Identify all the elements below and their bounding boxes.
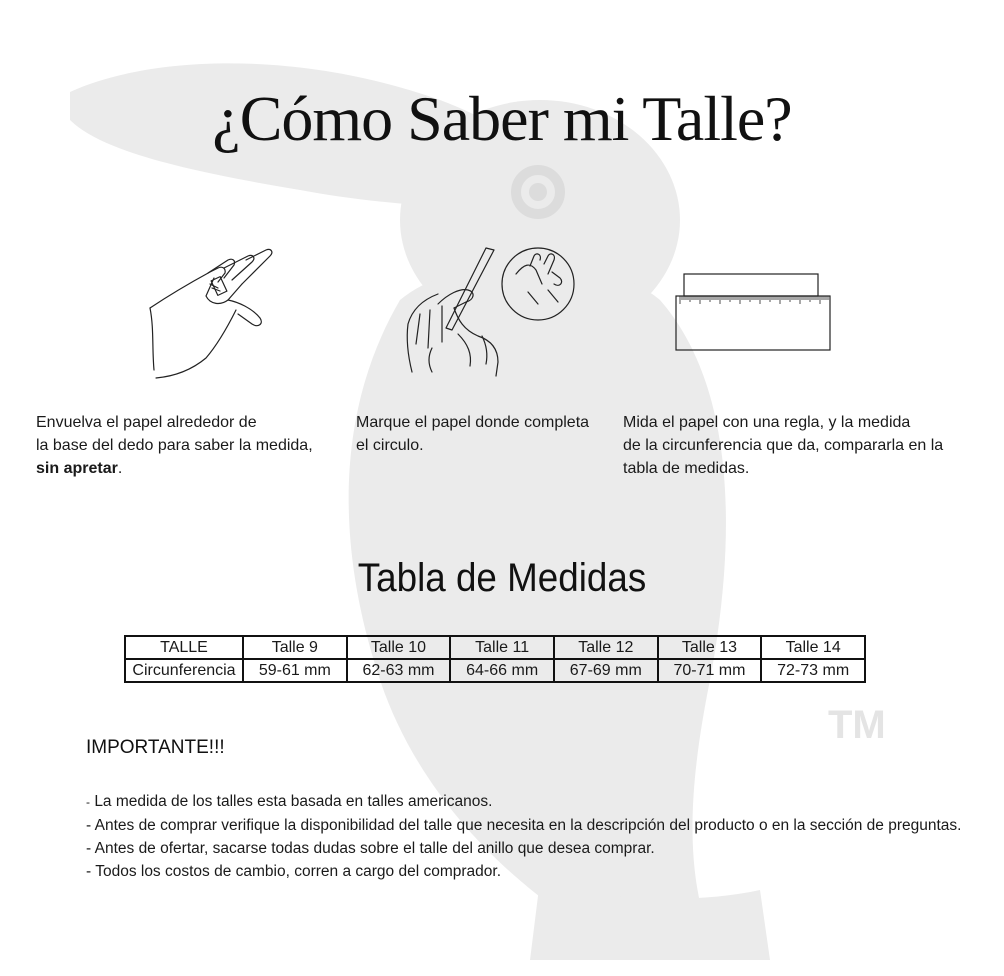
hands-marking-icon (398, 244, 588, 380)
ruler-icon (674, 272, 834, 354)
size-table-header-row (125, 636, 865, 659)
hand-wrap-icon (148, 248, 278, 380)
table-cell: 70-71 mm (658, 659, 762, 682)
trademark-mark: TM (828, 703, 886, 747)
table-cell: Talle 14 (761, 636, 865, 659)
important-notes-list (86, 790, 966, 883)
page-title: ¿Cómo Saber mi Talle? (212, 83, 792, 154)
table-cell: 62-63 mm (347, 659, 451, 682)
table-title: Tabla de Medidas (357, 556, 647, 600)
step-3-text (623, 411, 963, 480)
step-1-text (36, 411, 336, 480)
step-1-emphasis: sin apretar (36, 460, 118, 477)
table-cell: 64-66 mm (450, 659, 554, 682)
step-1-line-2: la base del dedo para saber la medida, (36, 437, 313, 454)
table-cell: TALLE (125, 636, 243, 659)
step-3-line-3: tabla de medidas. (623, 460, 750, 477)
step-1-line-1: Envuelva el papel alrededor de (36, 414, 257, 431)
note-text: Todos los costos de cambio, corren a cargo del comprador. (95, 863, 501, 880)
step-3-line-2: de la circunferencia que da, compararla en la (623, 437, 944, 454)
table-cell: Circunferencia (125, 659, 243, 682)
step-2-line-1: Marque el papel donde completa (356, 414, 590, 431)
list-item: - Todos los costos de cambio, corren a cargo del comprador. (86, 863, 501, 880)
table-cell: Talle 12 (554, 636, 658, 659)
table-cell: 67-69 mm (554, 659, 658, 682)
list-item: - La medida de los talles esta basada en talles americanos. (86, 793, 493, 810)
size-table-row (125, 659, 865, 682)
note-text: Antes de comprar verifique la disponibilidad del talle que necesita en la descripción del producto o en la sección de preguntas. (94, 817, 962, 834)
table-cell: Talle 11 (450, 636, 554, 659)
table-cell: Talle 10 (347, 636, 451, 659)
note-text: Antes de ofertar, sacarse todas dudas sobre el talle del anillo que desea comprar. (94, 840, 655, 857)
size-table (124, 635, 866, 683)
table-cell: 59-61 mm (243, 659, 347, 682)
step-3-line-1: Mida el papel con una regla, y la medida (623, 414, 911, 431)
table-cell: Talle 9 (243, 636, 347, 659)
table-cell: Talle 13 (658, 636, 762, 659)
list-item: - Antes de comprar verifique la disponibilidad del talle que necesita en la descripción del producto o en la sección de preguntas. (86, 817, 962, 834)
note-text: La medida de los talles esta basada en talles americanos. (94, 793, 493, 810)
step-1-period: . (117, 460, 123, 477)
step-2-text (356, 411, 606, 457)
important-heading: IMPORTANTE!!! (86, 737, 225, 758)
step-2-line-2: el circulo. (356, 437, 424, 454)
list-item: - Antes de ofertar, sacarse todas dudas sobre el talle del anillo que desea comprar. (86, 840, 655, 857)
table-cell: 72-73 mm (761, 659, 865, 682)
